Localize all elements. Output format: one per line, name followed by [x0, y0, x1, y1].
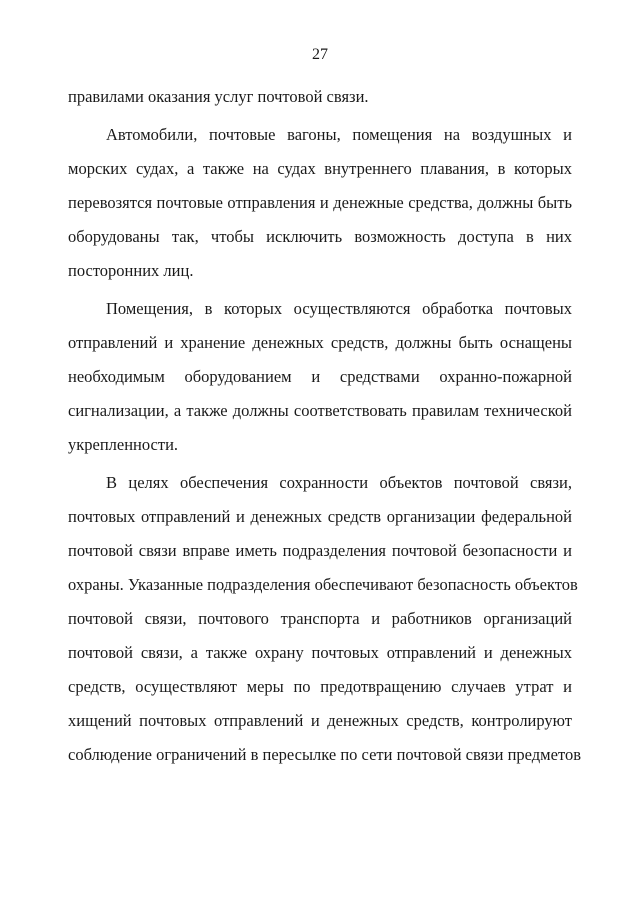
text-line: сигнализации, а также должны соответствовать правилам технической	[68, 401, 572, 420]
paragraph-premises	[68, 292, 572, 462]
text-line: почтовой связи, а также охрану почтовых отправлений и денежных	[68, 643, 572, 662]
text-line: почтовых отправлений и денежных средств организации федеральной	[68, 507, 572, 526]
text-line: охраны. Указанные подразделения обеспечивают безопасность объектов	[68, 575, 578, 594]
text-line: Автомобили, почтовые вагоны, помещения на воздушных и	[106, 125, 572, 144]
text-line: посторонних лиц.	[68, 261, 194, 280]
text-line: хищений почтовых отправлений и денежных средств, контролируют	[68, 711, 572, 730]
paragraph-continuation	[68, 80, 572, 114]
text-line: почтовой связи, почтового транспорта и работников организаций	[68, 609, 572, 628]
text-line: оборудованы так, чтобы исключить возможность доступа в них	[68, 227, 572, 246]
text-line: перевозятся почтовые отправления и денежные средства, должны быть	[68, 193, 572, 212]
text-line: В целях обеспечения сохранности объектов почтовой связи,	[106, 473, 572, 492]
document-body	[68, 80, 581, 772]
text-line: укрепленности.	[68, 435, 179, 454]
text-line: правилами оказания услуг почтовой связи.	[68, 87, 369, 106]
text-line: морских судах, а также на судах внутреннего плавания, в которых	[68, 159, 572, 178]
text-line: соблюдение ограничений в пересылке по сети почтовой связи предметов	[68, 745, 581, 764]
text-line: необходимым оборудованием и средствами охранно-пожарной	[68, 367, 572, 386]
text-line: отправлений и хранение денежных средств, должны быть оснащены	[68, 333, 572, 352]
text-line: средств, осуществляют меры по предотвращению случаев утрат и	[68, 677, 572, 696]
paragraph-security	[68, 466, 581, 772]
text-line: Помещения, в которых осуществляются обработка почтовых	[106, 299, 572, 318]
paragraph-vehicles	[68, 118, 572, 288]
page-number: 27	[312, 46, 328, 63]
text-line: почтовой связи вправе иметь подразделения почтовой безопасности и	[68, 541, 572, 560]
